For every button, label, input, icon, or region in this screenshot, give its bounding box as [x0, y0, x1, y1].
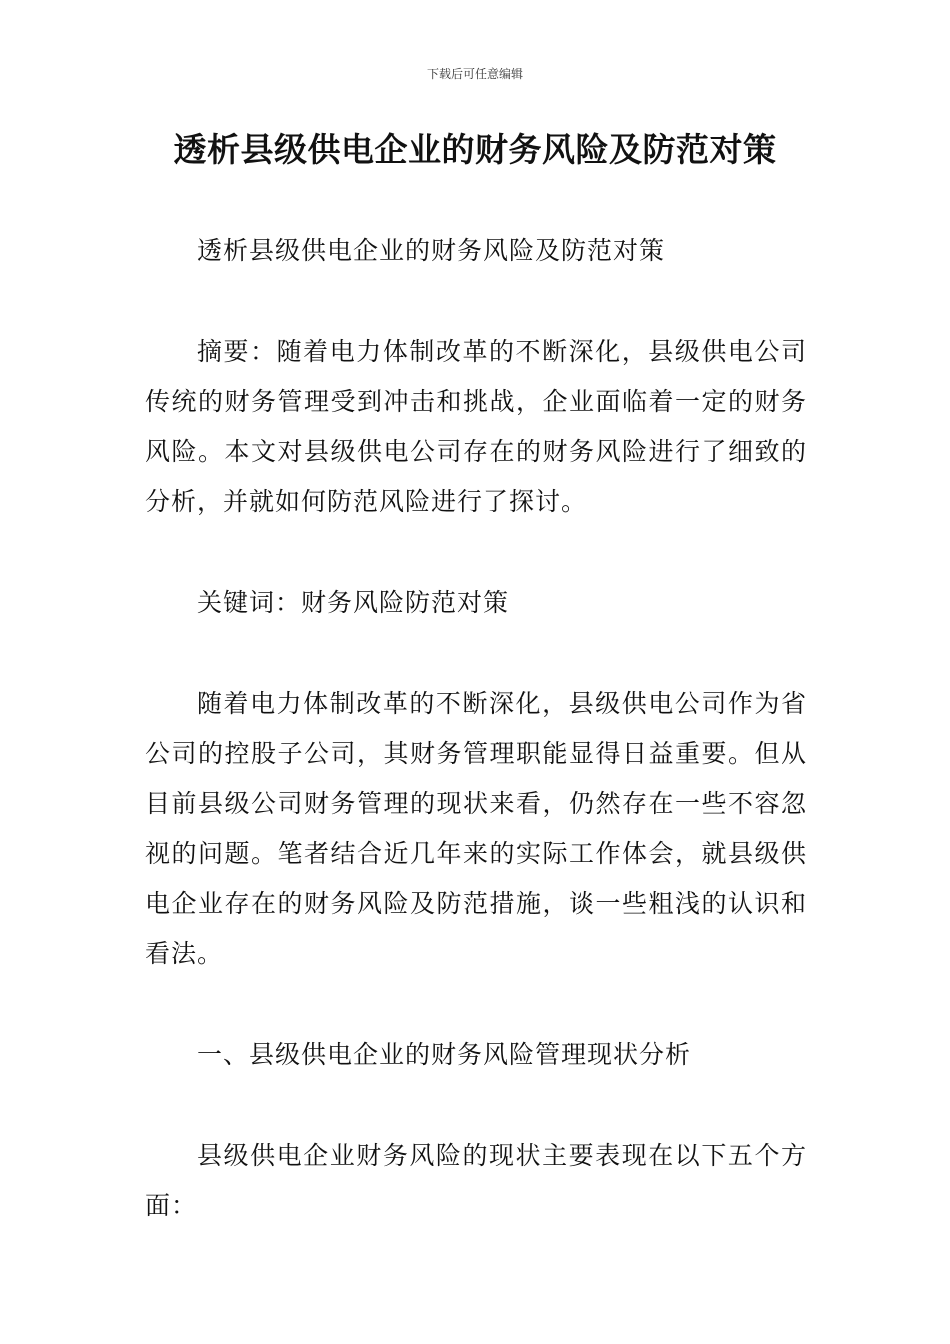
- abstract-paragraph: 摘要：随着电力体制改革的不断深化，县级供电公司传统的财务管理受到冲击和挑战，企业面临着一定的财务风险。本文对县级供电公司存在的财务风险进行了细致的分析，并就如何防范风险进行了探讨。: [145, 337, 807, 516]
- section-heading-1: 一、县级供电企业的财务风险管理现状分析: [197, 1040, 692, 1069]
- subtitle-paragraph: 透析县级供电企业的财务风险及防范对策: [197, 236, 666, 265]
- document-body: [145, 226, 807, 1282]
- intro-paragraph: 随着电力体制改革的不断深化，县级供电公司作为省公司的控股子公司，其财务管理职能显得日益重要。但从目前县级公司财务管理的现状来看，仍然存在一些不容忽视的问题。笔者结合近几年来的实际工作体会，就县级供电企业存在的财务风险及防范措施，谈一些粗浅的认识和看法。: [145, 689, 807, 968]
- keywords-paragraph: 关键词：财务风险防范对策: [197, 588, 510, 617]
- section-1-paragraph: 县级供电企业财务风险的现状主要表现在以下五个方面：: [145, 1141, 807, 1220]
- header-note: 下载后可任意编辑: [426, 67, 523, 81]
- document-title: 透析县级供电企业的财务风险及防范对策: [173, 130, 777, 169]
